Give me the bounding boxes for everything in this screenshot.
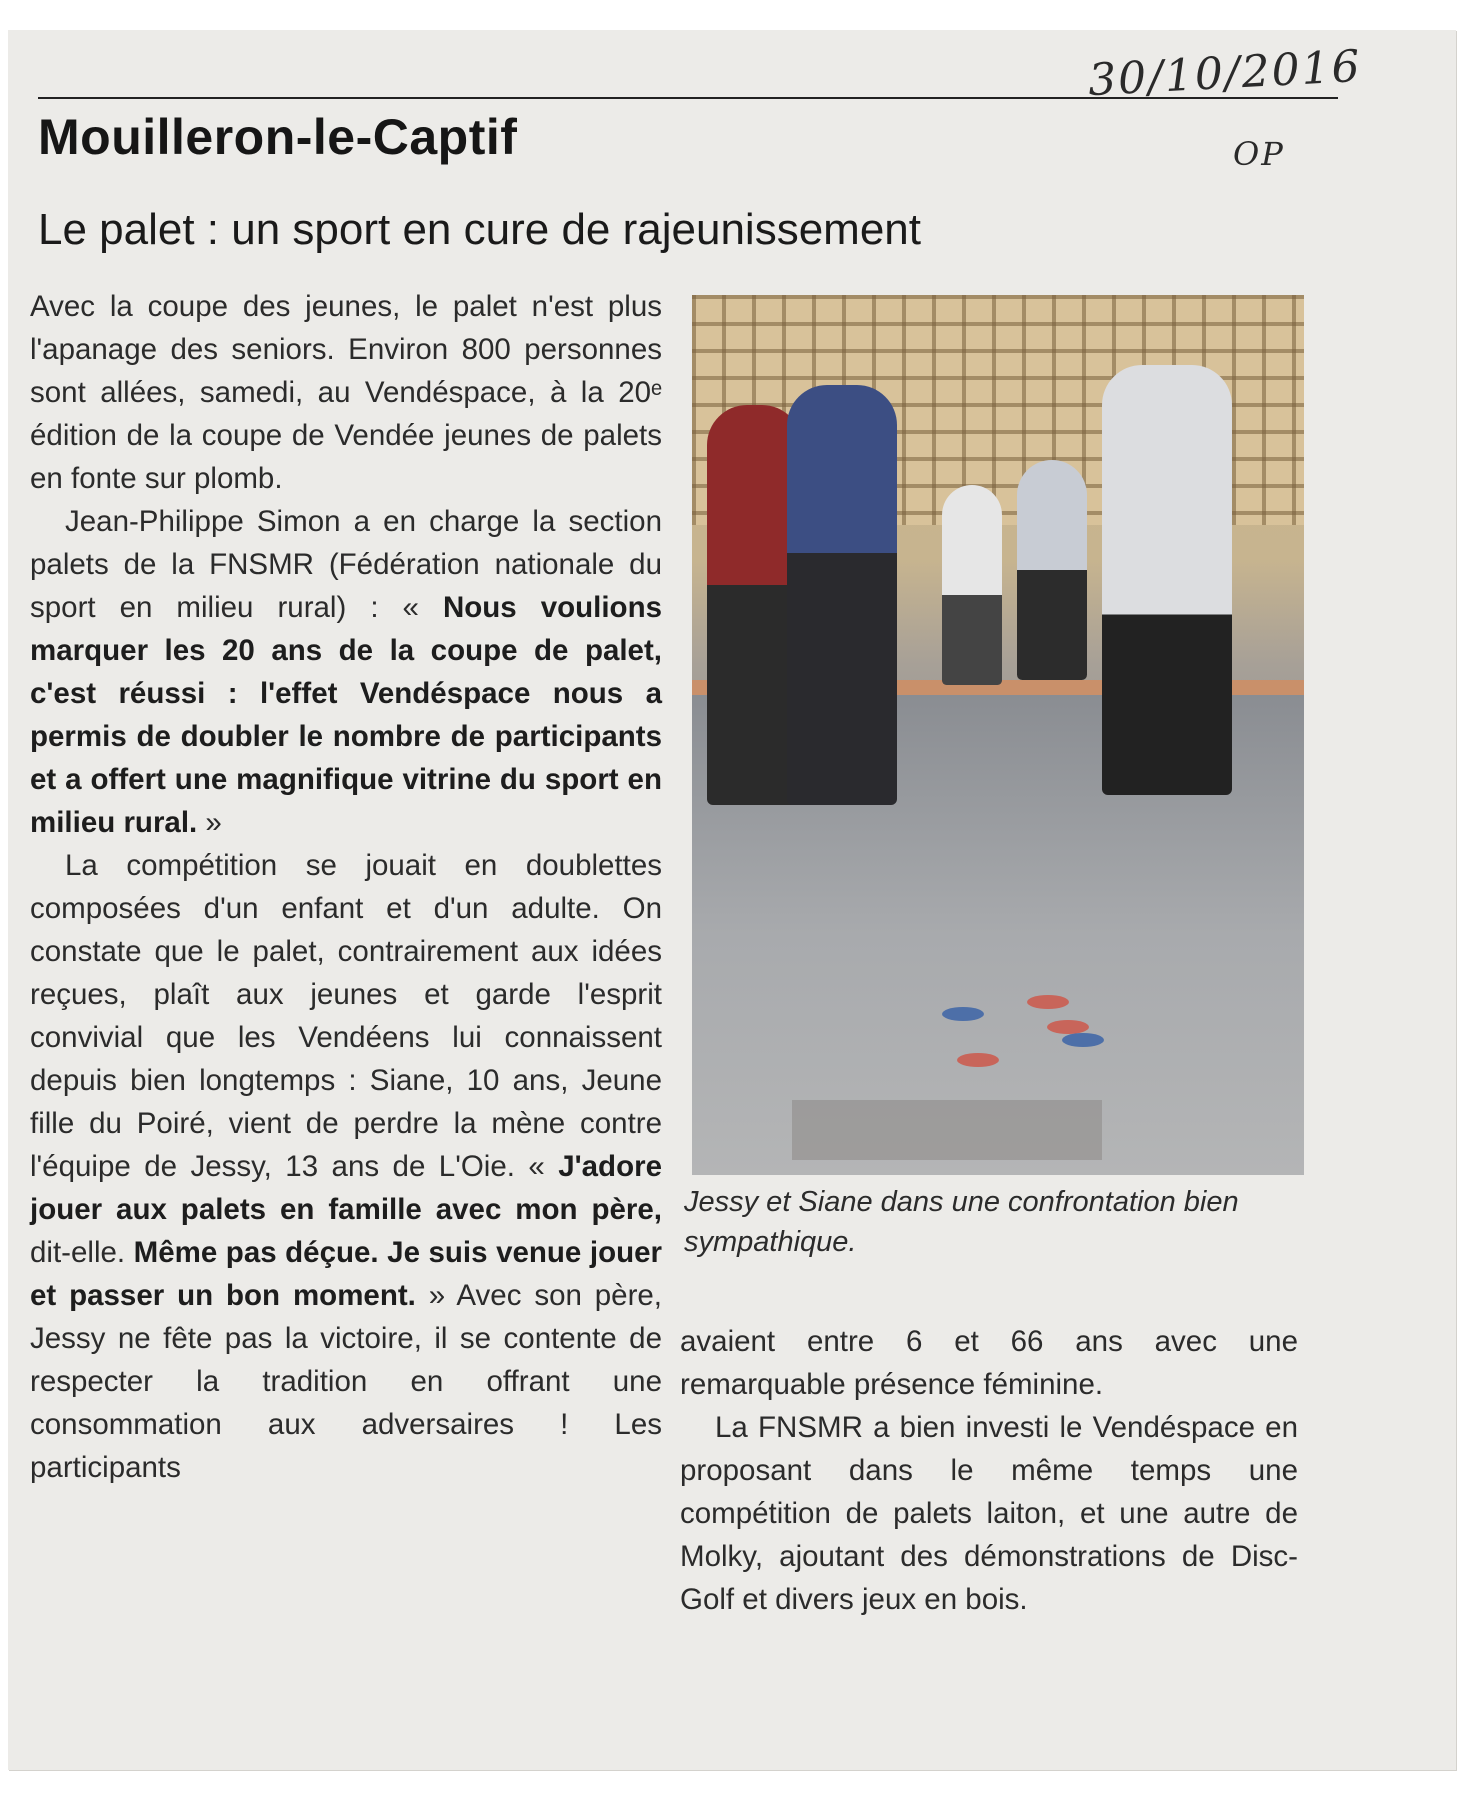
paragraph-text: La compétition se jouait en doublettes composées d'un enfant et d'un adulte. On constate que le palet, contrairement aux idées reçues, plaît aux jeunes et garde l'esprit convivial que les Vendéens lui connaissent depuis bien longtemps : Siane, 10 ans, Jeune fille du Poiré, vient de perdre la mène contre l'équipe de Jessy, 13 ans de L'Oie. «: [30, 849, 662, 1183]
paragraph-intro: Avec la coupe des jeunes, le palet n'est plus l'apanage des seniors. Environ 800 personnes sont allées, samedi, au Vendéspace, à la 20ᵉ édition de la coupe de Vendée jeunes de palets en fonte sur plomb.: [30, 290, 662, 495]
palet-disc: [1047, 1020, 1089, 1034]
article-photo: [692, 295, 1304, 1175]
handwritten-source: OP: [1233, 135, 1285, 173]
locality-title: Mouilleron-le-Captif: [38, 109, 518, 165]
newspaper-clipping: [8, 30, 1456, 1770]
handwritten-date: 30/10/2016: [1086, 40, 1363, 107]
right-column: [680, 1320, 1298, 1621]
left-column: [30, 285, 662, 1489]
quote-simon: Nous voulions marquer les 20 ans de la coupe de palet, c'est réussi : l'effet Vendéspace nous a permis de doubler le nombre de participants et a offert une magnifique vitrine du sport en milieu rural.: [30, 591, 662, 839]
paragraph-text: Jean-Philippe Simon a en charge la section palets de la FNSMR (Fédération nationale du sport en milieu rural) : «: [30, 505, 662, 624]
palet-disc: [1062, 1033, 1104, 1047]
spectator-child: [1017, 460, 1087, 680]
quote-siane-2: Même pas déçue. Je suis venue jouer et passer un bon moment.: [30, 1236, 662, 1312]
paragraph-text: » Avec son père, Jessy ne fête pas la victoire, il se contente de respecter la tradition en offrant une consommation aux adversaires ! Les participants: [30, 1279, 662, 1484]
photo-caption: Jessy et Siane dans une confrontation bien sympathique.: [684, 1186, 1239, 1258]
palet-disc: [1027, 995, 1069, 1009]
paragraph-text: »: [197, 806, 222, 839]
paragraph-text: dit-elle.: [30, 1236, 134, 1269]
quote-siane-1: J'adore jouer aux palets en famille avec mon père,: [30, 1150, 662, 1226]
palet-board: [792, 1100, 1102, 1160]
paragraph-ages: avaient entre 6 et 66 ans avec une remarquable présence féminine.: [680, 1325, 1298, 1401]
player-siane: [1102, 365, 1232, 795]
paragraph-competition: [30, 844, 662, 1489]
palet-disc: [957, 1053, 999, 1067]
paragraph-simon: [30, 500, 662, 844]
paragraph-fnsmr: La FNSMR a bien investi le Vendéspace en proposant dans le même temps une compétition de palets laiton, et une autre de Molky, ajoutant des démonstrations de Disc-Golf et divers jeux en bois.: [680, 1411, 1298, 1616]
player-jessy: [787, 385, 897, 805]
palet-disc: [942, 1007, 984, 1021]
article-headline: Le palet : un sport en cure de rajeunissement: [38, 205, 921, 254]
spectator-child: [942, 485, 1002, 685]
